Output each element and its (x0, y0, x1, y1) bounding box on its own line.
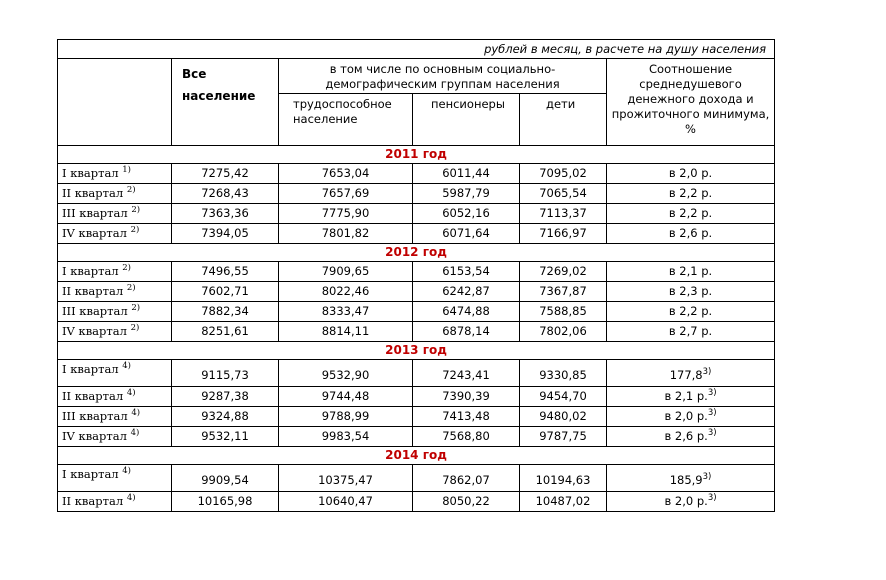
year-row (58, 244, 775, 262)
income-table (57, 39, 775, 512)
value-pensioners: 7413,48 (413, 407, 520, 427)
year-label: 2013 год (58, 342, 775, 360)
value-working-age: 7657,69 (279, 184, 413, 204)
value-working-age: 9744,48 (279, 387, 413, 407)
quarter-name: I квартал (62, 467, 119, 481)
value-all-population: 8251,61 (172, 322, 279, 342)
header-ratio: Соотношение среднедушевого денежного дохода и прожиточного минимума, % (607, 59, 775, 146)
value-pensioners: 6052,16 (413, 204, 520, 224)
footnote-mark: 2) (130, 225, 140, 235)
value-working-age: 8022,46 (279, 282, 413, 302)
year-label: 2014 год (58, 447, 775, 465)
quarter-name: IV квартал (62, 324, 127, 338)
footnote-mark: 4) (122, 466, 131, 476)
year-label: 2012 год (58, 244, 775, 262)
value-working-age: 9983,54 (279, 427, 413, 447)
quarter-label (58, 184, 172, 204)
quarter-label (58, 164, 172, 184)
value-working-age: 7909,65 (279, 262, 413, 282)
value-ratio (607, 184, 775, 204)
quarter-label (58, 492, 172, 512)
value-pensioners: 7390,39 (413, 387, 520, 407)
value-all-population: 9909,54 (172, 465, 279, 492)
year-row (58, 146, 775, 164)
ratio-text: в 2,0 р. (664, 494, 708, 508)
ratio-text: в 2,2 р. (668, 186, 713, 200)
footnote-mark: 4) (126, 493, 136, 503)
quarter-name: III квартал (62, 409, 128, 423)
value-all-population: 9532,11 (172, 427, 279, 447)
value-children: 7113,37 (520, 204, 607, 224)
value-all-population: 9287,38 (172, 387, 279, 407)
value-ratio (607, 282, 775, 302)
value-children: 7588,85 (520, 302, 607, 322)
ratio-text: в 2,2 р. (668, 206, 713, 220)
quarter-label (58, 204, 172, 224)
quarter-name: IV квартал (62, 429, 127, 443)
table-row (58, 492, 775, 512)
value-pensioners: 6878,14 (413, 322, 520, 342)
ratio-text: в 2,1 р. (668, 264, 713, 278)
ratio-footnote-mark: 3) (707, 388, 717, 398)
value-pensioners: 6474,88 (413, 302, 520, 322)
header-blank (58, 59, 172, 146)
table-row (58, 387, 775, 407)
ratio-text: в 2,6 р. (664, 429, 708, 443)
ratio-text: в 2,6 р. (668, 226, 713, 240)
table-row (58, 184, 775, 204)
year-row (58, 447, 775, 465)
quarter-label (58, 224, 172, 244)
value-working-age: 8814,11 (279, 322, 413, 342)
value-pensioners: 6071,64 (413, 224, 520, 244)
value-working-age: 10640,47 (279, 492, 413, 512)
value-ratio (607, 387, 775, 407)
value-working-age: 9788,99 (279, 407, 413, 427)
value-working-age: 9532,90 (279, 360, 413, 387)
value-pensioners: 7243,41 (413, 360, 520, 387)
table-row (58, 224, 775, 244)
value-children: 7095,02 (520, 164, 607, 184)
footnote-mark: 2) (131, 205, 141, 215)
table-row (58, 164, 775, 184)
value-ratio (607, 360, 775, 387)
value-all-population: 7882,34 (172, 302, 279, 322)
footnote-mark: 2) (122, 263, 131, 273)
value-ratio (607, 407, 775, 427)
value-all-population: 10165,98 (172, 492, 279, 512)
quarter-label (58, 282, 172, 302)
ratio-text: в 2,1 р. (664, 389, 708, 403)
table-row (58, 282, 775, 302)
quarter-label (58, 262, 172, 282)
footnote-mark: 4) (122, 361, 131, 371)
ratio-text: в 2,7 р. (668, 324, 713, 338)
value-children: 10487,02 (520, 492, 607, 512)
value-children: 7802,06 (520, 322, 607, 342)
quarter-label (58, 465, 172, 492)
value-ratio (607, 302, 775, 322)
table-row (58, 360, 775, 387)
ratio-footnote-mark: 3) (707, 408, 717, 418)
table-row (58, 407, 775, 427)
ratio-text: в 2,2 р. (668, 304, 713, 318)
value-ratio (607, 164, 775, 184)
table-row (58, 262, 775, 282)
quarter-label (58, 407, 172, 427)
value-ratio (607, 204, 775, 224)
value-pensioners: 6011,44 (413, 164, 520, 184)
value-children: 10194,63 (520, 465, 607, 492)
value-ratio (607, 224, 775, 244)
value-all-population: 7363,36 (172, 204, 279, 224)
quarter-name: IV квартал (62, 226, 127, 240)
footnote-mark: 2) (126, 185, 136, 195)
footnote-mark: 4) (126, 388, 136, 398)
ratio-footnote-mark: 3) (702, 367, 712, 377)
ratio-footnote-mark: 3) (707, 428, 717, 438)
value-children: 9787,75 (520, 427, 607, 447)
value-pensioners: 6242,87 (413, 282, 520, 302)
value-children: 9480,02 (520, 407, 607, 427)
value-working-age: 8333,47 (279, 302, 413, 322)
header-groups: в том числе по основным социально-демографическим группам населения (279, 59, 607, 94)
value-working-age: 7653,04 (279, 164, 413, 184)
value-pensioners: 8050,22 (413, 492, 520, 512)
table-row (58, 204, 775, 224)
ratio-text: в 2,0 р. (668, 166, 713, 180)
table-body (58, 146, 775, 512)
footnote-mark: 2) (130, 323, 140, 333)
table-row (58, 322, 775, 342)
quarter-name: I квартал (62, 264, 119, 278)
ratio-footnote-mark: 3) (702, 472, 712, 482)
value-all-population: 7268,43 (172, 184, 279, 204)
quarter-name: II квартал (62, 494, 124, 508)
ratio-text: в 2,3 р. (668, 284, 713, 298)
footnote-mark: 2) (131, 303, 141, 313)
quarter-label (58, 302, 172, 322)
header-all-population: Все население (172, 59, 279, 146)
value-all-population: 7275,42 (172, 164, 279, 184)
header-pensioners: пенсионеры (413, 94, 520, 146)
table-row (58, 427, 775, 447)
value-children: 7065,54 (520, 184, 607, 204)
unit-caption: рублей в месяц, в расчете на душу населения (58, 40, 775, 59)
quarter-label (58, 427, 172, 447)
value-pensioners: 7568,80 (413, 427, 520, 447)
quarter-name: II квартал (62, 389, 124, 403)
quarter-label (58, 322, 172, 342)
value-pensioners: 5987,79 (413, 184, 520, 204)
footnote-mark: 4) (131, 408, 141, 418)
value-all-population: 7496,55 (172, 262, 279, 282)
quarter-name: III квартал (62, 304, 128, 318)
quarter-name: I квартал (62, 362, 119, 376)
income-table-container (57, 39, 774, 512)
value-all-population: 9115,73 (172, 360, 279, 387)
quarter-name: III квартал (62, 206, 128, 220)
value-ratio (607, 492, 775, 512)
value-children: 7367,87 (520, 282, 607, 302)
value-all-population: 7602,71 (172, 282, 279, 302)
quarter-label (58, 360, 172, 387)
ratio-text: 177,8 (669, 368, 703, 382)
quarter-label (58, 387, 172, 407)
header-children: дети (520, 94, 607, 146)
header-working-age: трудоспособное население (279, 94, 413, 146)
value-ratio (607, 262, 775, 282)
value-working-age: 7775,90 (279, 204, 413, 224)
table-row (58, 465, 775, 492)
footnote-mark: 2) (126, 283, 136, 293)
value-working-age: 7801,82 (279, 224, 413, 244)
quarter-name: II квартал (62, 186, 124, 200)
value-all-population: 7394,05 (172, 224, 279, 244)
value-all-population: 9324,88 (172, 407, 279, 427)
value-pensioners: 7862,07 (413, 465, 520, 492)
year-label: 2011 год (58, 146, 775, 164)
value-ratio (607, 465, 775, 492)
value-children: 9330,85 (520, 360, 607, 387)
footnote-mark: 4) (130, 428, 140, 438)
quarter-name: I квартал (62, 166, 119, 180)
year-row (58, 342, 775, 360)
value-pensioners: 6153,54 (413, 262, 520, 282)
value-children: 9454,70 (520, 387, 607, 407)
ratio-text: 185,9 (669, 473, 703, 487)
value-ratio (607, 322, 775, 342)
footnote-mark: 1) (122, 165, 131, 175)
value-children: 7166,97 (520, 224, 607, 244)
ratio-text: в 2,0 р. (664, 409, 708, 423)
ratio-footnote-mark: 3) (707, 493, 717, 503)
table-row (58, 302, 775, 322)
value-working-age: 10375,47 (279, 465, 413, 492)
quarter-name: II квартал (62, 284, 124, 298)
value-ratio (607, 427, 775, 447)
value-children: 7269,02 (520, 262, 607, 282)
